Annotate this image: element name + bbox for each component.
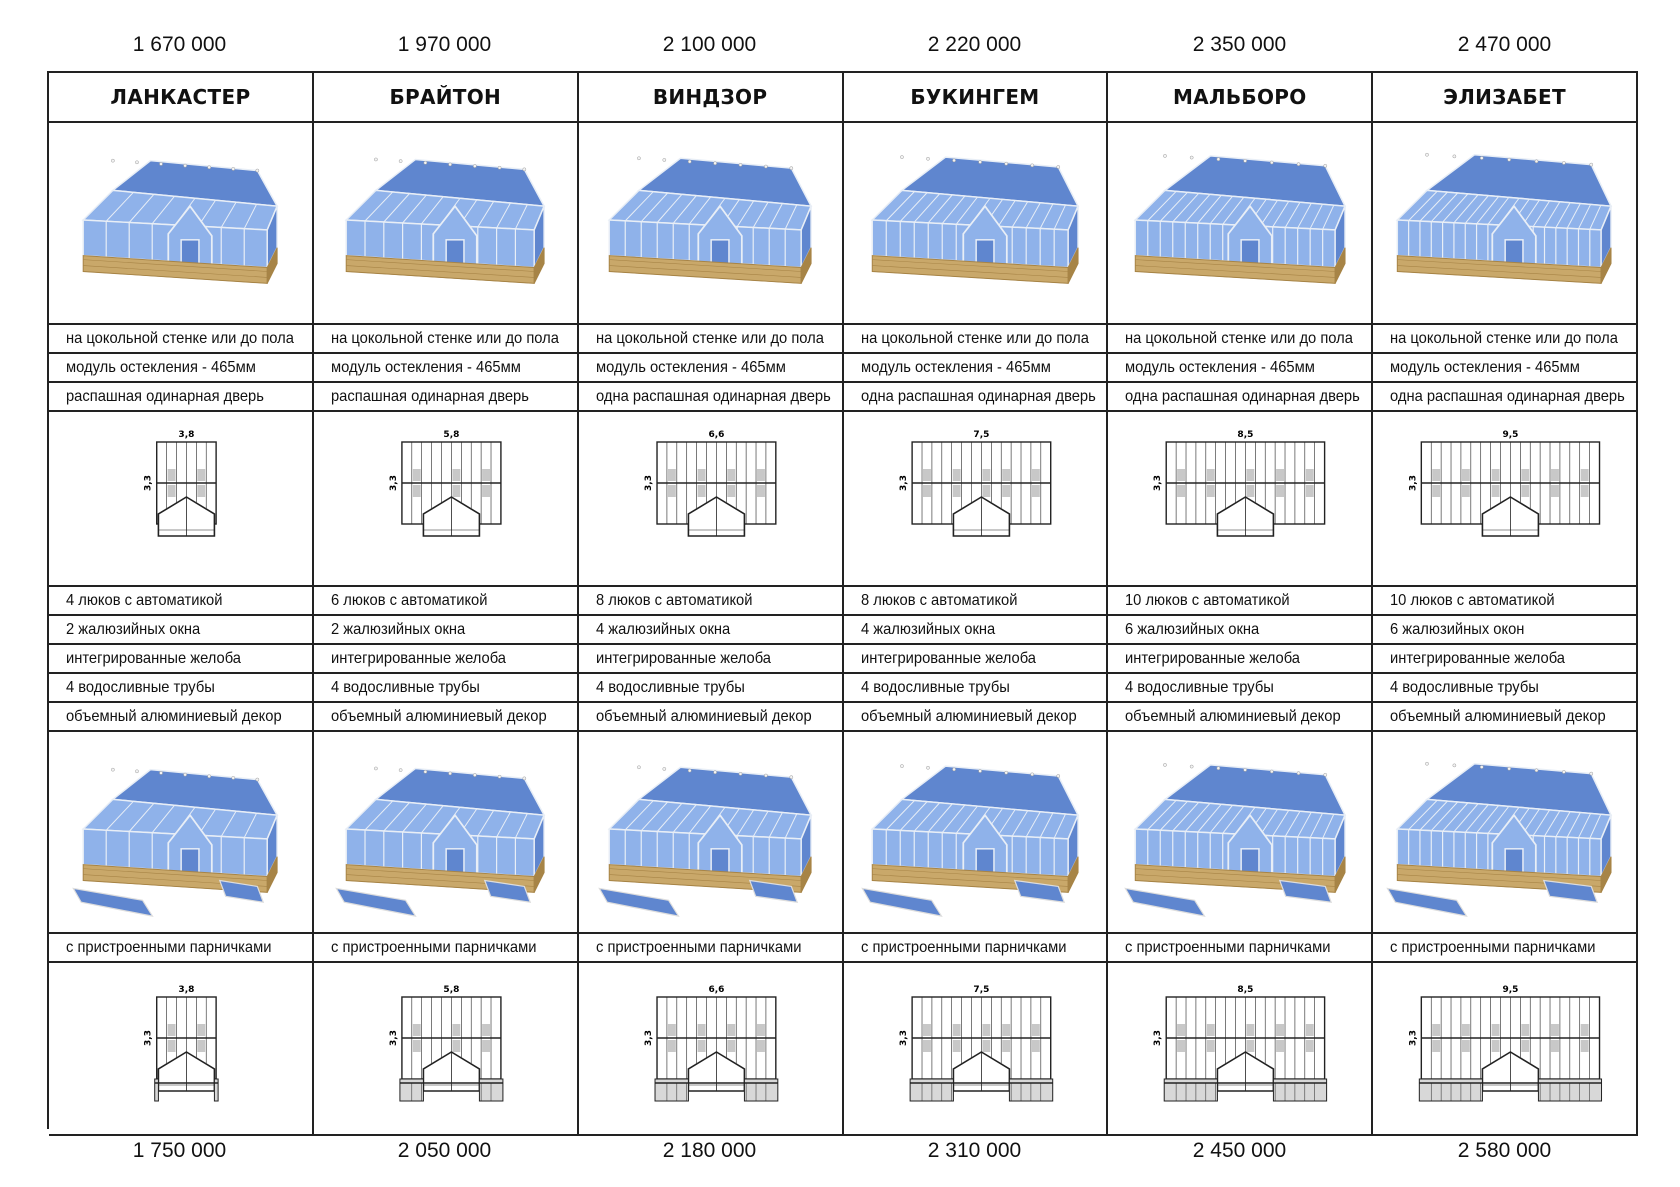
plan-width-label: 9,5 xyxy=(1502,430,1519,440)
spec-row xyxy=(1373,703,1638,732)
feature-row xyxy=(579,354,844,383)
plan-depth-label: 3,3 xyxy=(143,1030,154,1046)
feature-row-text: модуль остекления - 465мм xyxy=(330,358,521,376)
greenhouse-illustration xyxy=(584,738,836,926)
price-bottom: 2 580 000 xyxy=(1457,1139,1552,1162)
option-row-text: с пристроенными парничками xyxy=(860,938,1066,956)
option-row-text: с пристроенными парничками xyxy=(1125,938,1331,956)
model-name: МАЛЬБОРО xyxy=(1108,73,1373,123)
spec-row xyxy=(844,703,1109,732)
plan-depth-label: 3,3 xyxy=(643,1030,654,1046)
spec-row-text: объемный алюминиевый декор xyxy=(595,707,812,725)
spec-row xyxy=(314,674,579,703)
feature-row xyxy=(314,383,579,412)
floor-plan xyxy=(1108,412,1371,585)
floor-plan xyxy=(314,412,577,585)
spec-row-text: 4 водосливные трубы xyxy=(66,678,215,696)
greenhouse-illustration xyxy=(54,129,306,317)
feature-row xyxy=(1108,325,1373,354)
greenhouse-photo-coldframes xyxy=(844,732,1109,934)
spec-row xyxy=(314,703,579,732)
greenhouse-photo-coldframes xyxy=(314,732,579,934)
greenhouse-photo xyxy=(49,123,314,325)
feature-row-text: на цокольной стенке или до пола xyxy=(1125,329,1354,347)
floor-plan xyxy=(844,963,1107,1134)
plan-width-label: 8,5 xyxy=(1237,430,1254,440)
spec-row-text: 4 люков с автоматикой xyxy=(66,591,223,609)
price-bottom: 2 310 000 xyxy=(927,1139,1022,1162)
spec-row xyxy=(49,616,314,645)
feature-row xyxy=(1108,354,1373,383)
feature-row xyxy=(49,383,314,412)
spec-row-text: 2 жалюзийных окна xyxy=(330,620,466,638)
floor-plan xyxy=(844,412,1107,585)
model-name: БУКИНГЕМ xyxy=(844,73,1109,123)
plan-width-label: 5,8 xyxy=(443,985,460,995)
floor-plan xyxy=(579,963,842,1134)
option-row xyxy=(579,934,844,963)
floor-plan xyxy=(1108,963,1371,1134)
plan-cell-coldframes xyxy=(314,963,579,1136)
price-row-bottom xyxy=(47,1139,1637,1163)
feature-row-text: на цокольной стенке или до пола xyxy=(330,329,559,347)
greenhouse-illustration xyxy=(1114,738,1366,926)
spec-row-text: интегрированные желоба xyxy=(1125,649,1301,667)
plan-depth-label: 3,3 xyxy=(898,475,909,491)
spec-row xyxy=(1108,703,1373,732)
spec-row xyxy=(844,587,1109,616)
spec-row-text: 6 люков с автоматикой xyxy=(330,591,488,609)
greenhouse-illustration xyxy=(849,738,1101,926)
feature-row-text: распашная одинарная дверь xyxy=(330,387,529,405)
spec-row xyxy=(579,616,844,645)
floor-plan xyxy=(49,963,312,1134)
spec-row-text: интегрированные желоба xyxy=(595,649,771,667)
spec-row xyxy=(1373,674,1638,703)
greenhouse-photo-coldframes xyxy=(1108,732,1373,934)
plan-depth-label: 3,3 xyxy=(1408,475,1419,491)
plan-cell xyxy=(314,412,579,587)
price-bottom: 2 180 000 xyxy=(662,1139,757,1162)
greenhouse-illustration xyxy=(1378,129,1630,317)
feature-row-text: модуль остекления - 465мм xyxy=(1390,358,1581,376)
feature-row-text: одна распашная одинарная дверь xyxy=(1390,387,1625,405)
plan-depth-label: 3,3 xyxy=(1153,1030,1164,1046)
feature-row xyxy=(579,383,844,412)
feature-row xyxy=(1373,354,1638,383)
spec-row xyxy=(1373,645,1638,674)
spec-row-text: 4 водосливные трубы xyxy=(330,678,480,696)
plan-depth-label: 3,3 xyxy=(898,1030,909,1046)
feature-row-text: модуль остекления - 465мм xyxy=(66,358,256,376)
plan-width-label: 3,8 xyxy=(178,430,195,440)
greenhouse-comparison-table xyxy=(47,71,1638,1129)
spec-row-text: 8 люков с автоматикой xyxy=(595,591,753,609)
plan-cell xyxy=(579,412,844,587)
plan-width-label: 8,5 xyxy=(1237,985,1254,995)
plan-cell-coldframes xyxy=(1373,963,1638,1136)
spec-row-text: 4 водосливные трубы xyxy=(1390,678,1540,696)
price-top: 2 100 000 xyxy=(662,33,757,56)
feature-row-text: модуль остекления - 465мм xyxy=(1125,358,1316,376)
spec-row xyxy=(1108,674,1373,703)
spec-row-text: 4 водосливные трубы xyxy=(1125,678,1275,696)
spec-row-text: 4 жалюзийных окна xyxy=(860,620,995,638)
plan-width-label: 9,5 xyxy=(1502,985,1519,995)
feature-row-text: на цокольной стенке или до пола xyxy=(595,329,824,347)
feature-row xyxy=(1373,325,1638,354)
spec-row-text: 4 водосливные трубы xyxy=(860,678,1010,696)
plan-depth-label: 3,3 xyxy=(388,1030,399,1046)
spec-row-text: интегрированные желоба xyxy=(1390,649,1566,667)
option-row xyxy=(49,934,314,963)
spec-row xyxy=(1373,587,1638,616)
model-name: ВИНДЗОР xyxy=(579,73,844,123)
spec-row xyxy=(49,674,314,703)
feature-row xyxy=(314,354,579,383)
greenhouse-photo-coldframes xyxy=(579,732,844,934)
plan-cell-coldframes xyxy=(49,963,314,1136)
spec-row xyxy=(844,645,1109,674)
option-row-text: с пристроенными парничками xyxy=(330,938,537,956)
plan-width-label: 6,6 xyxy=(708,985,725,995)
price-top: 1 670 000 xyxy=(132,33,227,56)
price-top: 2 350 000 xyxy=(1192,33,1287,56)
spec-row-text: интегрированные желоба xyxy=(66,649,241,667)
feature-row-text: на цокольной стенке или до пола xyxy=(66,329,294,347)
floor-plan xyxy=(1373,963,1636,1134)
plan-cell-coldframes xyxy=(579,963,844,1136)
plan-cell xyxy=(844,412,1109,587)
greenhouse-illustration xyxy=(584,129,836,317)
plan-cell-coldframes xyxy=(1108,963,1373,1136)
feature-row-text: распашная одинарная дверь xyxy=(66,387,264,405)
spec-row-text: объемный алюминиевый декор xyxy=(1125,707,1341,725)
spec-row xyxy=(579,587,844,616)
price-top: 2 470 000 xyxy=(1457,33,1552,56)
spec-row xyxy=(49,587,314,616)
price-bottom: 2 450 000 xyxy=(1192,1139,1287,1162)
spec-row-text: 4 водосливные трубы xyxy=(595,678,745,696)
plan-width-label: 7,5 xyxy=(972,985,989,995)
option-row-text: с пристроенными парничками xyxy=(595,938,802,956)
greenhouse-illustration xyxy=(319,738,571,926)
spec-row xyxy=(49,703,314,732)
spec-row-text: объемный алюминиевый декор xyxy=(860,707,1077,725)
floor-plan xyxy=(314,963,577,1134)
spec-row xyxy=(579,674,844,703)
greenhouse-illustration xyxy=(319,129,571,317)
feature-row xyxy=(314,325,579,354)
feature-row xyxy=(49,354,314,383)
price-top: 1 970 000 xyxy=(397,33,492,56)
plan-width-label: 7,5 xyxy=(972,430,989,440)
feature-row-text: модуль остекления - 465мм xyxy=(860,358,1051,376)
greenhouse-illustration xyxy=(1378,738,1630,926)
spec-row xyxy=(314,645,579,674)
spec-row xyxy=(1108,616,1373,645)
feature-row-text: одна распашная одинарная дверь xyxy=(1125,387,1361,405)
spec-row xyxy=(1108,645,1373,674)
feature-row xyxy=(844,354,1109,383)
plan-cell xyxy=(1373,412,1638,587)
option-row-text: с пристроенными парничками xyxy=(66,938,272,956)
feature-row-text: одна распашная одинарная дверь xyxy=(860,387,1096,405)
spec-row xyxy=(579,645,844,674)
spec-row-text: 10 люков с автоматикой xyxy=(1125,591,1290,609)
spec-row-text: 8 люков с автоматикой xyxy=(860,591,1017,609)
spec-row xyxy=(49,645,314,674)
feature-row xyxy=(844,325,1109,354)
feature-row-text: на цокольной стенке или до пола xyxy=(1390,329,1619,347)
spec-row xyxy=(579,703,844,732)
spec-row-text: 10 люков с автоматикой xyxy=(1390,591,1555,609)
plan-cell-coldframes xyxy=(844,963,1109,1136)
greenhouse-photo xyxy=(314,123,579,325)
greenhouse-photo-coldframes xyxy=(49,732,314,934)
price-bottom: 2 050 000 xyxy=(397,1139,492,1162)
option-row xyxy=(844,934,1109,963)
floor-plan xyxy=(49,412,312,585)
model-name: БРАЙТОН xyxy=(314,73,579,123)
plan-width-label: 6,6 xyxy=(708,430,725,440)
spec-row xyxy=(314,616,579,645)
feature-row-text: на цокольной стенке или до пола xyxy=(860,329,1089,347)
plan-width-label: 5,8 xyxy=(443,430,460,440)
feature-row xyxy=(579,325,844,354)
spec-row-text: интегрированные желоба xyxy=(860,649,1036,667)
spec-row-text: объемный алюминиевый декор xyxy=(330,707,547,725)
feature-row xyxy=(49,325,314,354)
feature-row-text: модуль остекления - 465мм xyxy=(595,358,786,376)
plan-depth-label: 3,3 xyxy=(388,475,399,491)
spec-row-text: 2 жалюзийных окна xyxy=(66,620,201,638)
spec-row-text: объемный алюминиевый декор xyxy=(66,707,282,725)
greenhouse-illustration xyxy=(849,129,1101,317)
spec-row xyxy=(844,674,1109,703)
greenhouse-illustration xyxy=(1114,129,1366,317)
plan-depth-label: 3,3 xyxy=(143,475,154,491)
option-row xyxy=(1373,934,1638,963)
option-row xyxy=(314,934,579,963)
greenhouse-photo xyxy=(579,123,844,325)
plan-cell xyxy=(49,412,314,587)
greenhouse-photo xyxy=(1108,123,1373,325)
price-top: 2 220 000 xyxy=(927,33,1022,56)
option-row xyxy=(1108,934,1373,963)
greenhouse-photo-coldframes xyxy=(1373,732,1638,934)
spec-row xyxy=(1108,587,1373,616)
model-name: ЭЛИЗАБЕТ xyxy=(1373,73,1638,123)
feature-row xyxy=(1373,383,1638,412)
plan-depth-label: 3,3 xyxy=(1153,475,1164,491)
price-bottom: 1 750 000 xyxy=(132,1139,227,1162)
greenhouse-photo xyxy=(1373,123,1638,325)
feature-row xyxy=(844,383,1109,412)
greenhouse-photo xyxy=(844,123,1109,325)
plan-depth-label: 3,3 xyxy=(1408,1030,1419,1046)
floor-plan xyxy=(579,412,842,585)
spec-row-text: 6 жалюзийных окон xyxy=(1390,620,1525,638)
floor-plan xyxy=(1373,412,1636,585)
spec-row-text: 6 жалюзийных окна xyxy=(1125,620,1260,638)
spec-row xyxy=(314,587,579,616)
spec-row-text: 4 жалюзийных окна xyxy=(595,620,730,638)
greenhouse-illustration xyxy=(54,738,306,926)
plan-cell xyxy=(1108,412,1373,587)
spec-row-text: объемный алюминиевый декор xyxy=(1390,707,1606,725)
feature-row xyxy=(1108,383,1373,412)
plan-depth-label: 3,3 xyxy=(643,475,654,491)
spec-row-text: интегрированные желоба xyxy=(330,649,506,667)
model-name: ЛАНКАСТЕР xyxy=(49,73,314,123)
feature-row-text: одна распашная одинарная дверь xyxy=(595,387,831,405)
plan-width-label: 3,8 xyxy=(178,985,195,995)
option-row-text: с пристроенными парничками xyxy=(1390,938,1596,956)
price-row-top xyxy=(47,33,1637,57)
spec-row xyxy=(1373,616,1638,645)
spec-row xyxy=(844,616,1109,645)
